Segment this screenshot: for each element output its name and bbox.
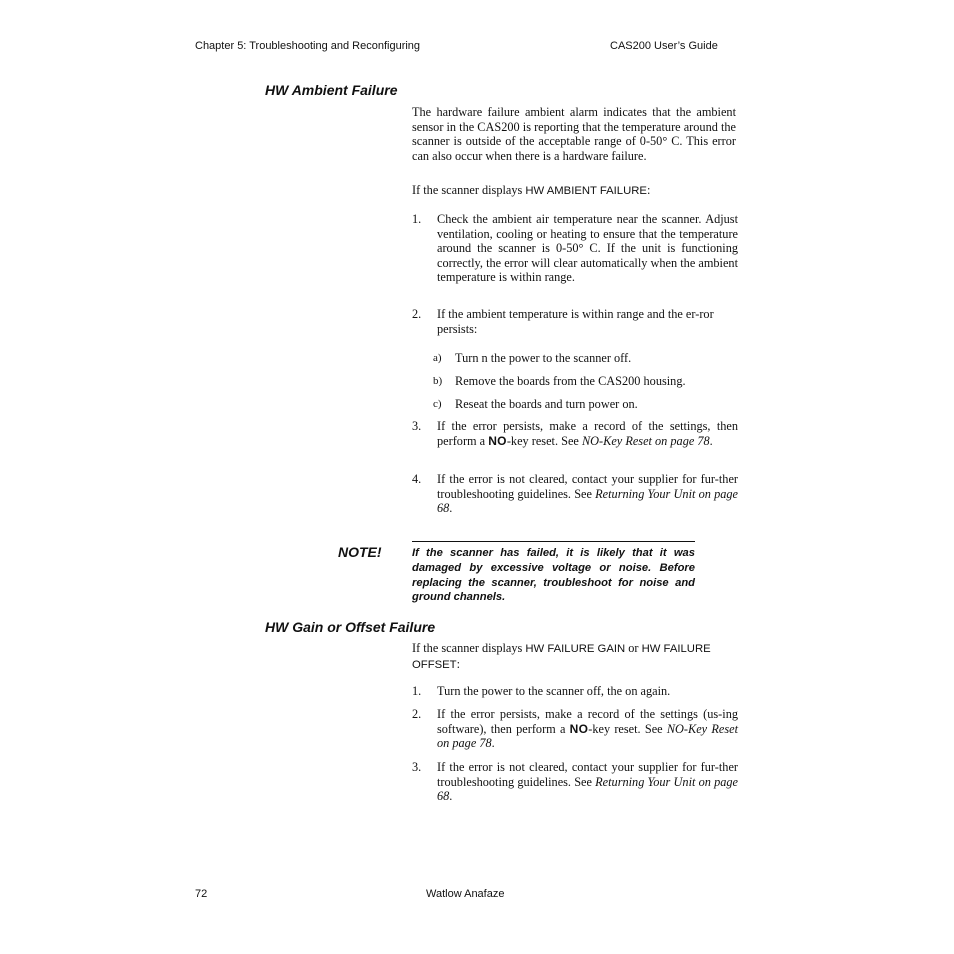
header-chapter: Chapter 5: Troubleshooting and Reconfiguring [195, 40, 421, 52]
cross-reference-link[interactable]: NO-Key Reset on page 78 [437, 721, 738, 751]
display-code: HW FAILURE OFFSET [412, 643, 711, 671]
display-instruction: If the scanner displays HW FAILURE GAIN or HW FAILURE OFFSET: [412, 641, 711, 671]
no-key-glyph: NO [569, 721, 589, 736]
note-text: If the scanner has failed, it is likely that it was damaged by excessive voltage or noise. Before replacing the scanner, troubleshoot for noise and ground channels. [412, 547, 695, 604]
section-heading-hw-ambient-failure: HW Ambient Failure [265, 82, 398, 98]
cross-reference-link[interactable]: Returning Your Unit on page 68 [437, 774, 738, 804]
header-guide-title: CAS200 User’s Guide [610, 40, 718, 52]
display-code: HW FAILURE GAIN [525, 643, 626, 655]
note-divider [412, 541, 695, 542]
intro-paragraph: The hardware failure ambient alarm indicates that the ambient sensor in the CAS200 is reporting that the temperature around the scanner is outside of the acceptable range of 0-50° C. This error can also occur when there is a hardware failure. [412, 105, 736, 163]
cross-reference-link[interactable]: Returning Your Unit on page 68 [437, 486, 738, 516]
footer-brand: Watlow Anafaze [426, 888, 505, 900]
note-label: NOTE! [338, 544, 382, 560]
page-number: 72 [195, 888, 208, 900]
display-instruction: If the scanner displays HW AMBIENT FAILURE: [412, 183, 651, 197]
cross-reference-link[interactable]: NO-Key Reset on page 78 [581, 433, 710, 448]
section-heading-hw-gain-offset-failure: HW Gain or Offset Failure [265, 619, 436, 635]
display-code: HW AMBIENT FAILURE [525, 185, 647, 197]
no-key-glyph: NO [488, 433, 507, 448]
